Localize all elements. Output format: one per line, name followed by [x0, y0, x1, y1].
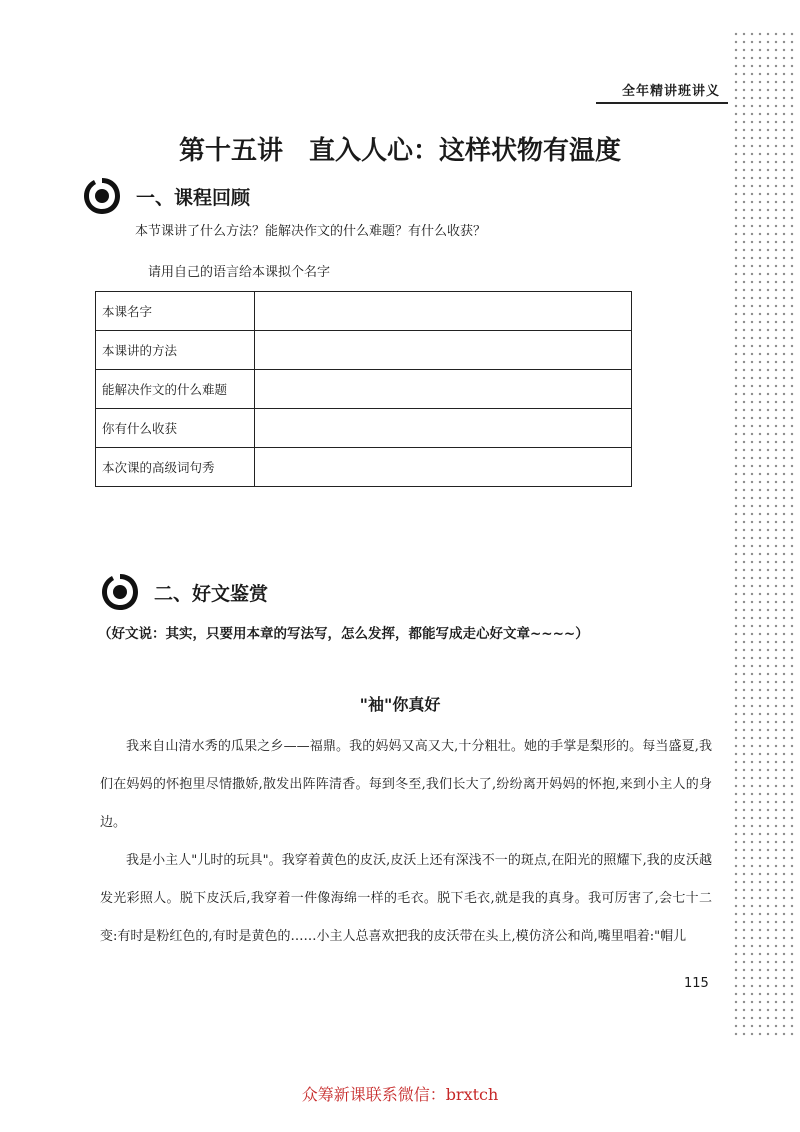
review-question: 本节课讲了什么方法？能解决作文的什么难题？有什么收获？ [135, 224, 487, 239]
section-heading-appreciation [98, 570, 268, 614]
brush-circle-icon [98, 570, 142, 614]
review-table [95, 291, 632, 487]
section-heading-review [80, 174, 250, 218]
header-rule [596, 102, 728, 104]
table-row [96, 370, 632, 409]
section-title: 二、好文鉴赏 [154, 582, 269, 605]
row-label: 本次课的高级词句秀 [96, 448, 255, 487]
answer-cell[interactable] [255, 331, 632, 370]
page-title: 第十五讲 直入人心：这样状物有温度 [178, 136, 621, 166]
table-row [96, 331, 632, 370]
table-row [96, 409, 632, 448]
brush-circle-icon [80, 174, 124, 218]
naming-instruction: 请用自己的语言给本课拟个名字 [148, 265, 331, 280]
answer-cell[interactable] [255, 448, 632, 487]
article-paragraph: 我来自山清水秀的瓜果之乡——福鼎。我的妈妈又高又大,十分粗壮。她的手掌是梨形的。每当盛夏,我们在妈妈的怀抱里尽情撒娇,散发出阵阵清香。每到冬至,我们长大了,纷纷离开妈妈的怀抱,来到小主人的身边。 [100, 739, 712, 830]
article-title: "袖"你真好 [359, 695, 441, 714]
table-row [96, 448, 632, 487]
row-label: 你有什么收获 [96, 409, 255, 448]
appreciation-note: （好文说：其实，只要用本章的写法写，怎么发挥，都能写成走心好文章~~~~） [98, 626, 589, 642]
answer-cell[interactable] [255, 292, 632, 331]
page-number: 115 [684, 976, 709, 991]
decorative-dot-margin [732, 30, 796, 1040]
section-title: 一、课程回顾 [136, 186, 251, 209]
row-label: 本课名字 [96, 292, 255, 331]
row-label: 本课讲的方法 [96, 331, 255, 370]
running-header: 全年精讲班讲义 [621, 84, 720, 99]
row-label: 能解决作文的什么难题 [96, 370, 255, 409]
article-paragraph: 我是小主人"儿时的玩具"。我穿着黄色的皮沃,皮沃上还有深浅不一的斑点,在阳光的照耀下,我的皮沃越发光彩照人。脱下皮沃后,我穿着一件像海绵一样的毛衣。脱下毛衣,就是我的真身。我可厉害了,会七十二变:有时是粉红色的,有时是黄色的……小主人总喜欢把我的皮沃带在头上,模仿济公和尚,嘴里唱着:"帽儿 [100, 853, 712, 944]
table-row [96, 292, 632, 331]
footer-watermark: 众筹新课联系微信：brxtch [301, 1085, 499, 1104]
answer-cell[interactable] [255, 409, 632, 448]
answer-cell[interactable] [255, 370, 632, 409]
